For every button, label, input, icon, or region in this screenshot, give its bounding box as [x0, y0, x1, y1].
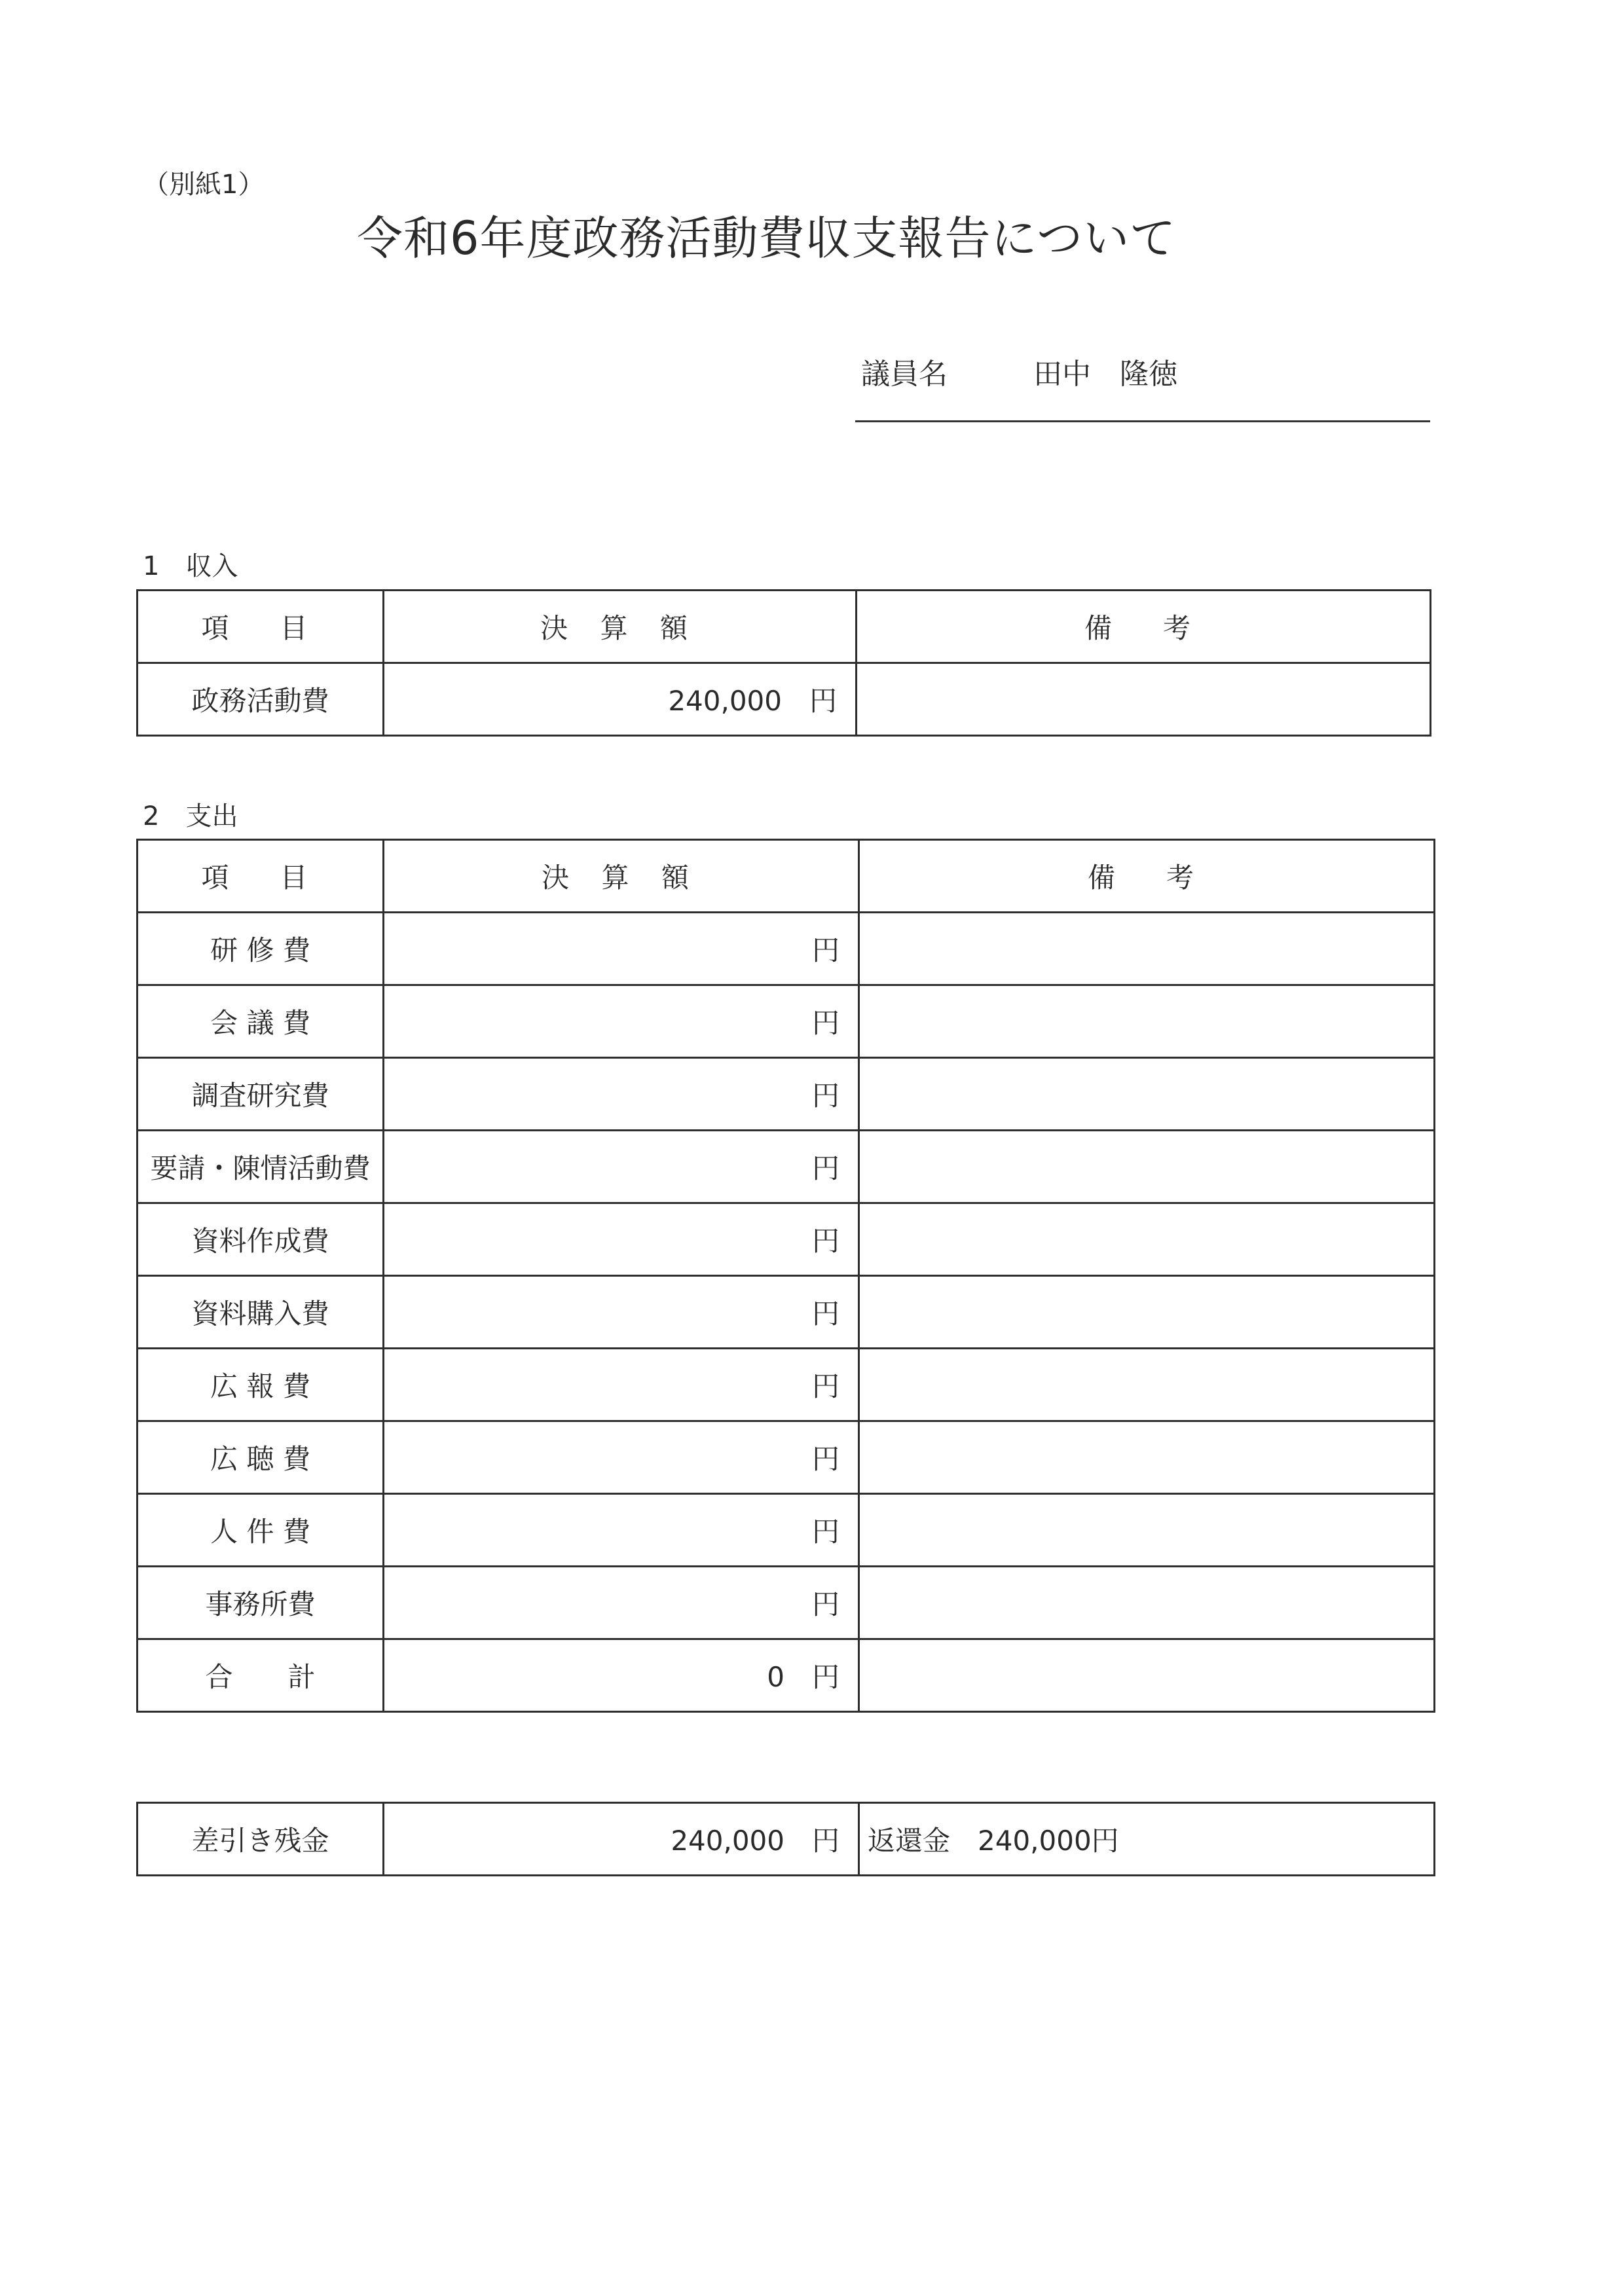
row-note — [859, 1058, 1435, 1131]
member-underline — [855, 420, 1430, 422]
income-heading: 1 収入 — [143, 551, 238, 581]
balance-table — [136, 1802, 1435, 1876]
row-item: 事務所費 — [138, 1567, 384, 1639]
refund-note: 返還金 240,000円 — [859, 1803, 1435, 1876]
member-name: 田中 隆徳 — [1033, 357, 1177, 391]
total-row — [138, 1639, 1435, 1712]
column-header-item: 項 目 — [138, 840, 384, 913]
total-amount: 0 円 — [384, 1639, 859, 1712]
row-item: 会 議 費 — [138, 985, 384, 1058]
row-amount: 円 — [384, 1131, 859, 1203]
row-note — [859, 1203, 1435, 1276]
row-item: 広 聴 費 — [138, 1421, 384, 1494]
row-amount: 円 — [384, 1421, 859, 1494]
row-note — [859, 1567, 1435, 1639]
total-note — [859, 1639, 1435, 1712]
row-note — [859, 1421, 1435, 1494]
row-note — [859, 1494, 1435, 1567]
balance-amount: 240,000 円 — [384, 1803, 859, 1876]
expenditure-heading: 2 支出 — [143, 801, 238, 831]
table-row — [138, 1567, 1435, 1639]
table-header-row — [138, 840, 1435, 913]
table-row — [138, 1494, 1435, 1567]
column-header-amount: 決 算 額 — [384, 840, 859, 913]
table-row — [138, 985, 1435, 1058]
table-row — [138, 663, 1431, 736]
row-amount: 240,000 円 — [384, 663, 857, 736]
table-row — [138, 1421, 1435, 1494]
member-label: 議員名 — [861, 357, 948, 391]
row-note — [857, 663, 1431, 736]
row-note — [859, 1349, 1435, 1421]
table-row — [138, 1349, 1435, 1421]
attachment-label: （別紙1） — [143, 170, 265, 200]
row-amount: 円 — [384, 1494, 859, 1567]
column-header-item: 項 目 — [138, 591, 384, 663]
row-item: 研 修 費 — [138, 913, 384, 985]
row-item: 広 報 費 — [138, 1349, 384, 1421]
row-note — [859, 1131, 1435, 1203]
table-row — [138, 1276, 1435, 1349]
row-amount: 円 — [384, 1567, 859, 1639]
row-amount: 円 — [384, 1058, 859, 1131]
row-item: 調査研究費 — [138, 1058, 384, 1131]
row-item: 人 件 費 — [138, 1494, 384, 1567]
table-row — [138, 1131, 1435, 1203]
row-amount: 円 — [384, 1203, 859, 1276]
row-amount: 円 — [384, 913, 859, 985]
table-row — [138, 1203, 1435, 1276]
table-header-row — [138, 591, 1431, 663]
row-amount: 円 — [384, 1349, 859, 1421]
row-item: 要請・陳情活動費 — [138, 1131, 384, 1203]
row-note — [859, 985, 1435, 1058]
income-table — [136, 589, 1431, 737]
row-note — [859, 913, 1435, 985]
balance-row — [138, 1803, 1435, 1876]
expenditure-table — [136, 839, 1435, 1713]
column-header-note: 備 考 — [857, 591, 1431, 663]
row-amount: 円 — [384, 1276, 859, 1349]
row-amount: 円 — [384, 985, 859, 1058]
table-row — [138, 913, 1435, 985]
total-label: 合 計 — [138, 1639, 384, 1712]
row-item: 政務活動費 — [138, 663, 384, 736]
column-header-note: 備 考 — [859, 840, 1435, 913]
document-title: 令和6年度政務活動費収支報告について — [357, 211, 1177, 265]
row-item: 資料購入費 — [138, 1276, 384, 1349]
balance-label: 差引き残金 — [138, 1803, 384, 1876]
table-row — [138, 1058, 1435, 1131]
row-note — [859, 1276, 1435, 1349]
row-item: 資料作成費 — [138, 1203, 384, 1276]
column-header-amount: 決 算 額 — [384, 591, 857, 663]
